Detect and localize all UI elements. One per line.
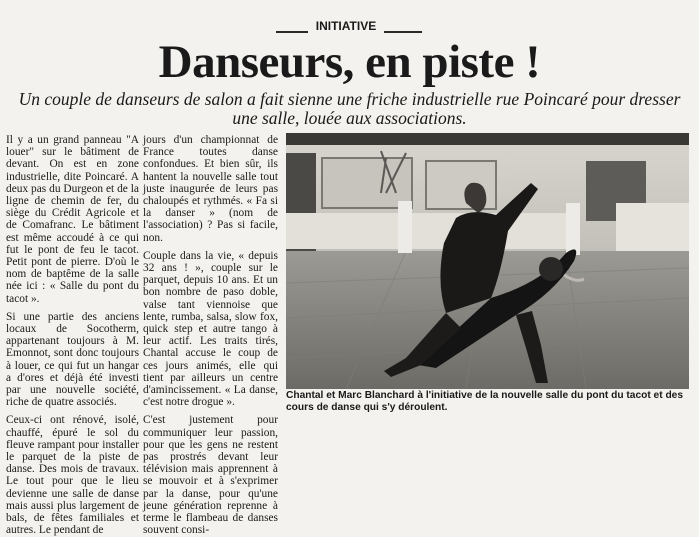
section-kicker: INITIATIVE bbox=[315, 19, 377, 33]
photo-illustration bbox=[286, 133, 689, 389]
kicker-rule-left bbox=[276, 31, 308, 33]
article-column-1 bbox=[6, 134, 139, 537]
dance-couple-photo bbox=[286, 133, 689, 389]
photo-caption: Chantal et Marc Blanchard à l'initiative de la nouvelle salle du pont du tacot et des cours de danse qui s'y déroulent. bbox=[286, 390, 683, 413]
paragraph: jours d'un championnat de France toutes danse confondues. Et bien sûr, ils hantent la nouvelle salle tout juste inaugurée de leurs pas chaloupés et rythmés. « Fa si la danser » (nom de l'association) ? Pas si facile, non. bbox=[143, 134, 278, 244]
paragraph: Si une partie des anciens locaux de Socotherm, appartenant toujours à M. Emonnot, sont donc toujours à louer, ce qui fut un hangar a d'ores et déjà été investi par une nouvelle société, riche de quatre associés. bbox=[6, 310, 139, 409]
article-column-2 bbox=[143, 134, 278, 537]
paragraph: C'est justement pour communiquer leur passion, pour que les gens ne restent pas prostrés devant leur télévision mais apprennent à se mouvoir et à s'exprimer par la danse, pour qu'une jeune génération reprenne à terme le flambeau de danses souvent consi- bbox=[143, 414, 278, 537]
paragraph: Ceux-ci ont rénové, isolé, chauffé, épuré le sol du fleuve rampant pour installer le parquet de la piste de danse. Des mois de travaux. Le tout pour que le lieu devienne une salle de danse mais aussi plus largement de bals, de fêtes familiales et autres. Le pendant de bbox=[6, 414, 139, 537]
standfirst: Un couple de danseurs de salon a fait sienne une friche industrielle rue Poincaré pour dresser une salle, louée aux associations. bbox=[18, 89, 681, 128]
headline: Danseurs, en piste ! bbox=[158, 36, 541, 88]
paragraph: Il y a un grand panneau "A louer" sur le bâtiment de devant. On est en zone industrielle, dite Poincaré. A deux pas du Durgeon et de la ligne de chemin de fer, du siège du Crédit Agricole et de Comafranc. Le bâtiment est même accoudé à ce qui fut le pont de feu le tacot. Petit pont de pierre. D'où le nom de baptême de la salle née ici : « Salle du pont du tacot ». bbox=[6, 134, 139, 305]
kicker-rule-right bbox=[384, 31, 422, 33]
paragraph: Couple dans la vie, « depuis 32 ans ! », couple sur le parquet, depuis 10 ans. Et un bon nombre de paso doble, valse tant viennoise que lente, rumba, salsa, slow fox, quick step et autre tango à leur actif. Les traits tirés, Chantal accuse le coup de ces jours animés, elle qui tient par ailleurs un centre d'amincissement. « La danse, c'est notre drogue ». bbox=[143, 249, 278, 409]
